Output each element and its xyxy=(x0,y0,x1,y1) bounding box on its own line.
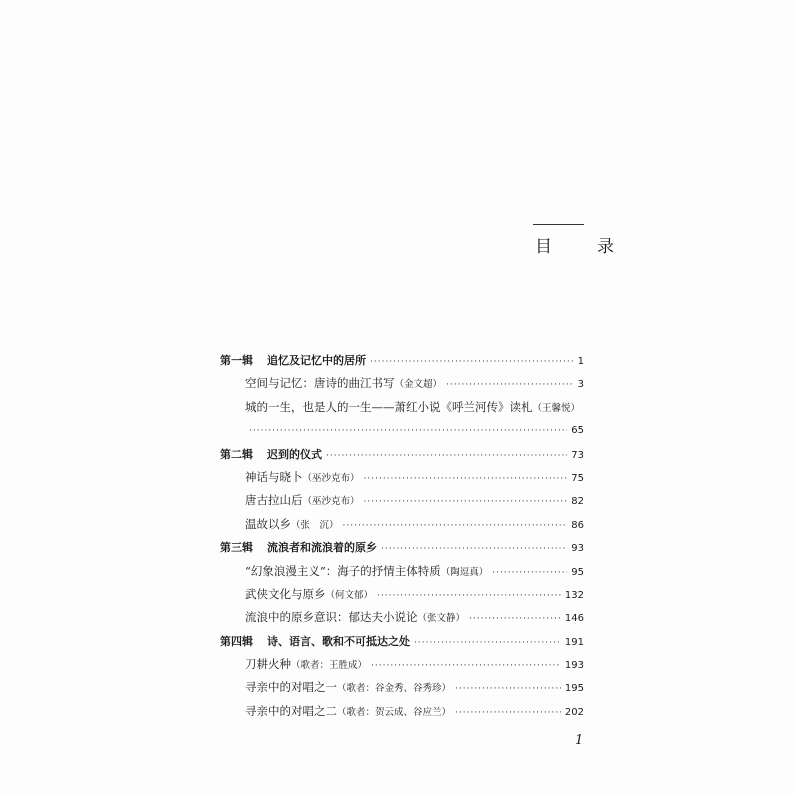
entry-title: 武侠文化与原乡 xyxy=(245,586,326,601)
entry-title: 诗、语言、歌和不可抵达之处 xyxy=(267,634,410,648)
leader-dots xyxy=(446,374,574,397)
toc-entry-label xyxy=(245,606,465,630)
entry-author: （歌者：谷金秀、谷秀珍） xyxy=(337,683,452,695)
leader-dots xyxy=(370,351,574,374)
entry-title: 追忆及记忆中的居所 xyxy=(267,354,366,367)
entry-title: “幻象浪漫主义”：海子的抒情主体特质 xyxy=(245,563,441,578)
toc-entry-row[interactable] xyxy=(220,419,584,442)
entry-page-number: 75 xyxy=(571,472,584,484)
entry-page-number: 93 xyxy=(571,543,584,555)
entry-page-number: 65 xyxy=(571,425,584,437)
toc-entry-label xyxy=(245,396,580,420)
entry-title: 空间与记忆：唐诗的曲江书写 xyxy=(245,376,395,391)
entry-title: 流浪中的原乡意识：郁达夫小说论 xyxy=(245,610,418,625)
entry-author: （王馨悦） xyxy=(532,402,581,414)
toc-entry-row[interactable] xyxy=(220,466,584,489)
leader-dots xyxy=(455,678,561,701)
leader-dots xyxy=(381,538,567,561)
toc-entry-label xyxy=(220,349,366,372)
toc-entry-label xyxy=(245,466,360,490)
entry-page-number: 82 xyxy=(571,496,584,508)
entry-page-number: 95 xyxy=(571,566,584,578)
section-part-number: 第三辑 xyxy=(220,541,253,555)
toc-entry-label xyxy=(220,536,377,559)
entry-page-number: 86 xyxy=(571,519,584,531)
toc-entry-row[interactable] xyxy=(220,583,584,606)
entry-title: 城的一生，也是人的一生——萧红小说《呼兰河传》读札 xyxy=(245,399,533,414)
leader-dots xyxy=(469,608,561,631)
entry-page-number: 1 xyxy=(577,356,584,367)
entry-page-number: 193 xyxy=(564,660,584,672)
entry-author: （巫沙克布） xyxy=(302,496,360,508)
toc-entry-label xyxy=(220,630,410,653)
leader-dots xyxy=(377,585,561,608)
entry-page-number: 191 xyxy=(564,636,584,648)
title-rule xyxy=(533,224,584,225)
toc-entry-row[interactable] xyxy=(220,700,584,723)
entry-author: （歌者：王胜成） xyxy=(291,660,368,672)
entry-title: 寻亲中的对唱之二 xyxy=(245,703,337,718)
entry-author: （张文静） xyxy=(417,613,466,625)
toc-entry-label xyxy=(245,676,451,700)
entry-author: （何文郁） xyxy=(325,589,374,601)
entry-page-number: 195 xyxy=(564,683,584,695)
leader-dots xyxy=(414,632,561,655)
toc-entry-row[interactable] xyxy=(220,513,584,536)
entry-author: （陶逗真） xyxy=(440,566,489,578)
toc-section-row[interactable] xyxy=(220,443,584,466)
entry-author: （金文超） xyxy=(394,379,443,391)
toc-section-row[interactable] xyxy=(220,630,584,653)
leader-dots xyxy=(371,655,561,678)
toc-entry-row[interactable] xyxy=(220,653,584,676)
entry-title: 唐古拉山后 xyxy=(245,493,303,508)
leader-dots xyxy=(343,515,568,538)
entry-page-number: 73 xyxy=(571,449,584,461)
entry-title: 流浪者和流浪着的原乡 xyxy=(267,541,377,555)
toc-entry-label xyxy=(245,700,451,724)
entry-page-number: 3 xyxy=(577,379,584,391)
entry-title: 刀耕火种 xyxy=(245,657,291,672)
page-number: 1 xyxy=(575,733,584,748)
section-part-number: 第二辑 xyxy=(220,447,253,461)
toc-entry-label xyxy=(245,560,488,584)
section-part-number: 第四辑 xyxy=(220,634,253,648)
entry-title: 温故以乡 xyxy=(245,516,291,531)
entry-author: （巫沙克布） xyxy=(302,472,360,484)
leader-dots xyxy=(492,562,567,585)
entry-page-number: 146 xyxy=(564,613,584,625)
toc-entry-row[interactable] xyxy=(220,396,584,419)
leader-dots xyxy=(455,702,561,725)
toc-entry-row[interactable] xyxy=(220,676,584,699)
leader-dots xyxy=(326,445,567,468)
leader-dots xyxy=(249,420,567,443)
toc-entry-label xyxy=(245,372,442,396)
toc-entry-row[interactable] xyxy=(220,606,584,629)
toc-entry-row[interactable] xyxy=(220,489,584,512)
entry-title: 迟到的仪式 xyxy=(267,447,322,461)
section-part-number: 第一辑 xyxy=(220,354,253,367)
entry-title: 寻亲中的对唱之一 xyxy=(245,680,337,695)
table-of-contents xyxy=(220,349,584,723)
toc-entry-label xyxy=(245,489,360,513)
toc-entry-row[interactable] xyxy=(220,560,584,583)
toc-section-row[interactable] xyxy=(220,349,584,372)
toc-entry-label xyxy=(245,513,339,537)
toc-title: 目 录 xyxy=(535,237,628,257)
toc-section-row[interactable] xyxy=(220,536,584,559)
entry-page-number: 132 xyxy=(564,589,584,601)
leader-dots xyxy=(364,468,568,491)
toc-entry-row[interactable] xyxy=(220,372,584,395)
leader-dots xyxy=(364,491,568,514)
entry-author: （张 沉） xyxy=(291,519,339,531)
entry-page-number: 202 xyxy=(564,706,584,718)
toc-entry-label xyxy=(245,653,367,677)
entry-author: （歌者：贺云成、谷应兰） xyxy=(337,706,452,718)
toc-entry-label xyxy=(220,443,322,466)
entry-title: 神话与晓卜 xyxy=(245,469,303,484)
toc-entry-label xyxy=(245,583,373,607)
